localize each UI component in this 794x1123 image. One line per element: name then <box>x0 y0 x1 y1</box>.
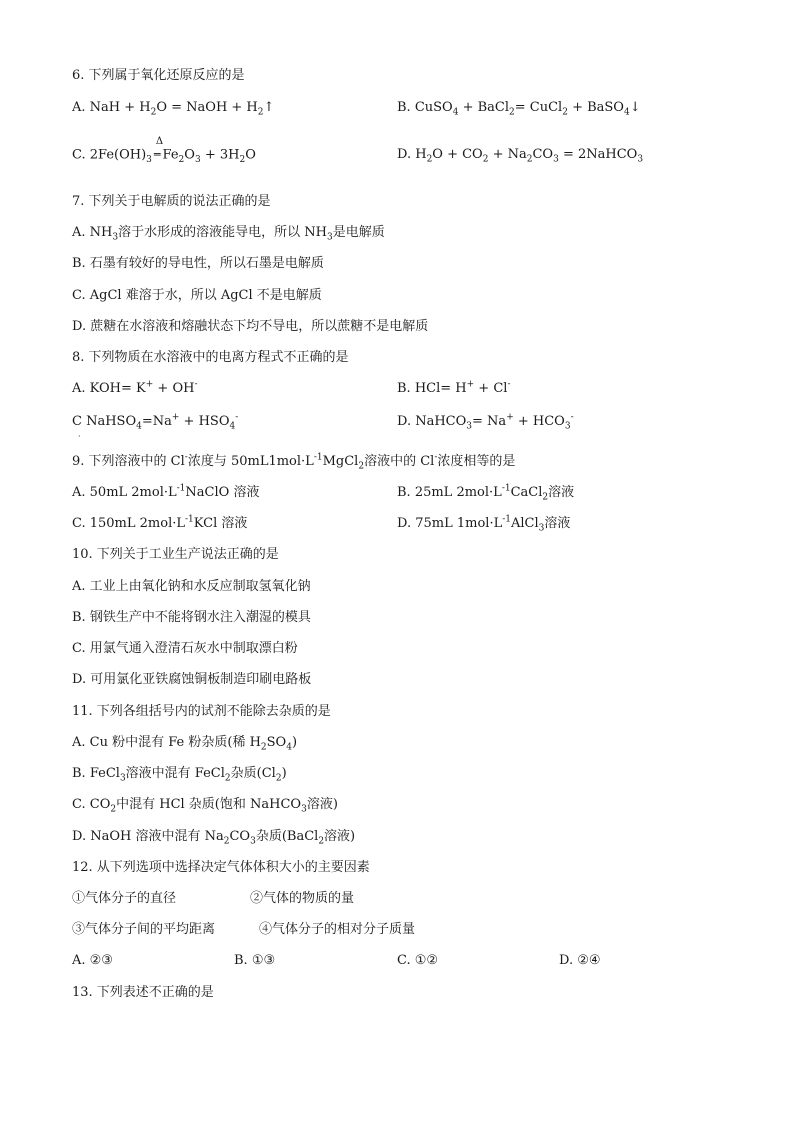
q12-factor-3: ③气体分子间的平均距离 <box>72 922 216 937</box>
q11-option-d: D. NaOH 溶液中混有 $Na_2CO_3$杂质(BaCl$_2$溶液) <box>72 829 356 847</box>
q8-stem: 8. 下列物质在水溶液中的电离方程式不正确的是 <box>72 350 349 365</box>
stray-dot: · <box>78 432 81 441</box>
heating-condition: Δ ═ <box>153 136 164 161</box>
q9-option-b: B. 25mL $2mol\cdot L^{-1}CaCl_2$溶液 <box>397 483 575 503</box>
q10-stem: 10. 下列关于工业生产说法正确的是 <box>72 547 279 562</box>
q7-option-b: B. 石墨有较好的导电性，所以石墨是电解质 <box>72 256 324 271</box>
q11-option-c: C. $CO_2$中混有 HCl 杂质(饱和 NaHCO$_3$溶液) <box>72 797 338 815</box>
q8-option-b: B. HCl= H+ + Cl- <box>397 379 511 396</box>
q8-option-c: C NaHSO$_4$=Na+ + $HSO_4^-$ <box>72 412 239 432</box>
q7-option-a: A. $NH_3$溶于水形成的溶液能导电，所以 $NH_3$是电解质 <box>72 225 385 243</box>
q12-factor-2: ②气体的物质的量 <box>250 891 355 906</box>
q6-option-d: D. $H_2O + CO_2 + Na_2CO_3$ = 2NaHCO$_3$ <box>397 147 644 165</box>
q8-option-a: A. KOH= K+ + OH- <box>72 379 198 396</box>
q11-option-a: A. Cu 粉中混有 Fe 粉杂质(稀 $H_2SO_4$) <box>72 735 298 753</box>
q7-option-d: D. 蔗糖在水溶液和熔融状态下均不导电，所以蔗糖不是电解质 <box>72 319 429 334</box>
q7-stem: 7. 下列关于电解质的说法正确的是 <box>72 194 271 209</box>
q9-stem: 9. 下列溶液中的 Cl-浓度与 $50mL1mol\cdot L^{-1}MgCl_2$溶液中的 Cl-浓度相等的是 <box>72 452 516 472</box>
q10-option-c: C. 用氯气通入澄清石灰水中制取漂白粉 <box>72 641 298 656</box>
q11-option-b: B. FeCl$_3$溶液中混有 FeCl$_2$杂质$(Cl_2)$ <box>72 766 287 784</box>
q7-option-c: C. AgCl 难溶于水，所以 AgCl 不是电解质 <box>72 288 322 303</box>
q6-stem: 6. 下列属于氧化还原反应的是 <box>72 68 245 83</box>
q12-option-b: B. ①③ <box>234 953 276 968</box>
q12-factor-4: ④气体分子的相对分子质量 <box>259 922 416 937</box>
q12-stem: 12. 从下列选项中选择决定气体体积大小的主要因素 <box>72 860 370 875</box>
q10-option-d: D. 可用氯化亚铁腐蚀铜板制造印刷电路板 <box>72 672 312 687</box>
q6-option-b: B. CuSO$_4$ + BaCl$_2$= CuCl$_2$ + BaSO$_4$↓ <box>397 100 641 118</box>
q6-option-c: C. $2Fe(OH)_3$ Δ ═ $Fe_2O_3 + 3H_2O$ <box>72 136 256 166</box>
q13-stem: 13. 下列表述不正确的是 <box>72 985 214 1000</box>
q12-factor-1: ①气体分子的直径 <box>72 891 177 906</box>
q9-option-a: A. 50mL $2mol\cdot L^{-1}NaClO$ 溶液 <box>72 483 260 500</box>
q12-option-c: C. ①② <box>397 953 439 968</box>
q12-option-a: A. ②③ <box>72 953 113 968</box>
q6-option-a: A. NaH + $H_2O$ = NaOH + $H_2↑$ <box>72 100 275 118</box>
q12-option-d: D. ②④ <box>559 953 601 968</box>
q9-option-c: C. 150mL $2mol\cdot L^{-1}KCl$ 溶液 <box>72 514 248 531</box>
q8-option-d: D. NaHCO$_3$= $Na^+ + HCO_3^-$ <box>397 412 574 432</box>
q9-option-d: D. 75mL $1mol\cdot L^{-1}AlCl_3$溶液 <box>397 514 571 534</box>
q10-option-b: B. 钢铁生产中不能将钢水注入潮湿的模具 <box>72 610 311 625</box>
q10-option-a: A. 工业上由氧化钠和水反应制取氢氧化钠 <box>72 579 311 594</box>
q11-stem: 11. 下列各组括号内的试剂不能除去杂质的是 <box>72 704 331 719</box>
